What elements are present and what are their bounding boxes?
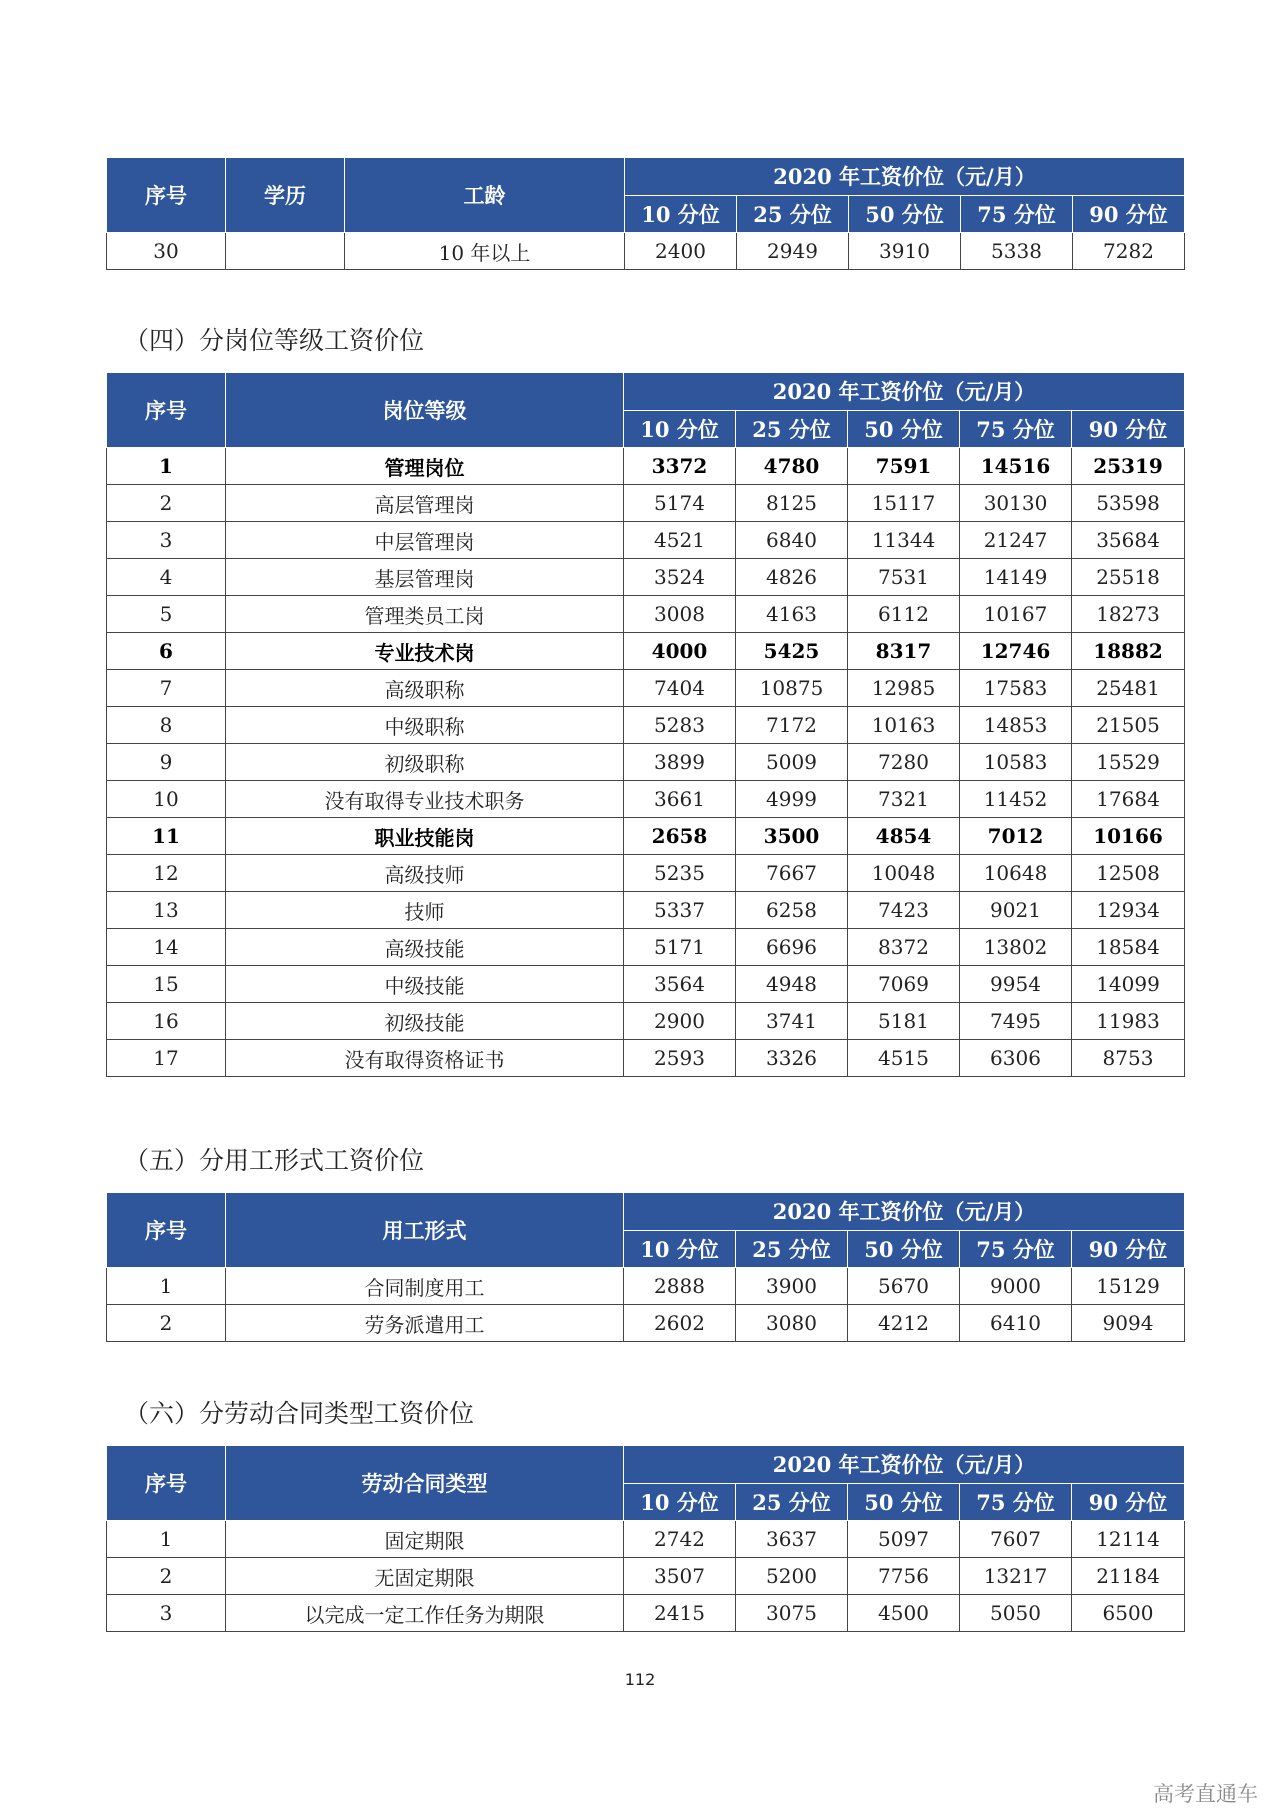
cell-seq: 3	[107, 1595, 226, 1632]
header-wage-group: 2020 年工资价位（元/月）	[625, 158, 1185, 196]
cell-name: 管理岗位	[226, 448, 624, 485]
cell-p25: 3326	[736, 1040, 848, 1077]
cell-seq: 17	[107, 1040, 226, 1077]
cell-p75: 13802	[960, 929, 1072, 966]
cell-seq: 1	[107, 1268, 226, 1305]
cell-p75: 14516	[960, 448, 1072, 485]
employment-form-table	[106, 1192, 1185, 1342]
cell-p50: 5097	[848, 1521, 960, 1558]
cell-p90: 21505	[1072, 707, 1185, 744]
cell-p25: 3080	[736, 1305, 848, 1342]
cell-p75: 5338	[961, 233, 1073, 270]
cell-p10: 2658	[624, 818, 736, 855]
cell-p75: 9954	[960, 966, 1072, 1003]
header-education: 学历	[226, 158, 345, 233]
cell-name: 以完成一定工作任务为期限	[226, 1595, 624, 1632]
cell-p50: 4500	[848, 1595, 960, 1632]
cell-p10: 2400	[625, 233, 737, 270]
cell-seq: 1	[107, 448, 226, 485]
header-p50: 50 分位	[848, 1483, 960, 1521]
cell-p25: 3500	[736, 818, 848, 855]
cell-p75: 12746	[960, 633, 1072, 670]
cell-p90: 18584	[1072, 929, 1185, 966]
cell-seq: 30	[107, 233, 226, 270]
header-p25: 25 分位	[736, 410, 848, 448]
cell-p50: 7756	[848, 1558, 960, 1595]
cell-p25: 7667	[736, 855, 848, 892]
table-row	[107, 670, 1185, 707]
cell-p50: 8372	[848, 929, 960, 966]
header-p50: 50 分位	[848, 410, 960, 448]
cell-p75: 14149	[960, 559, 1072, 596]
table-row	[107, 522, 1185, 559]
cell-seq: 13	[107, 892, 226, 929]
cell-p25: 3075	[736, 1595, 848, 1632]
cell-p50: 4854	[848, 818, 960, 855]
cell-p75: 14853	[960, 707, 1072, 744]
header-wage-group: 2020 年工资价位（元/月）	[624, 373, 1185, 411]
cell-seq: 3	[107, 522, 226, 559]
cell-seq: 4	[107, 559, 226, 596]
table-row	[107, 1558, 1185, 1595]
header-p10: 10 分位	[624, 1483, 736, 1521]
cell-p90: 53598	[1072, 485, 1185, 522]
cell-p50: 12985	[848, 670, 960, 707]
cell-p75: 7607	[960, 1521, 1072, 1558]
cell-p90: 15129	[1072, 1268, 1185, 1305]
cell-p10: 4521	[624, 522, 736, 559]
cell-name: 基层管理岗	[226, 559, 624, 596]
header-p10: 10 分位	[625, 195, 737, 233]
table-row	[107, 559, 1185, 596]
cell-p25: 6840	[736, 522, 848, 559]
cell-name: 中级技能	[226, 966, 624, 1003]
cell-name: 技师	[226, 892, 624, 929]
cell-p10: 2742	[624, 1521, 736, 1558]
table-row	[107, 1040, 1185, 1077]
cell-p50: 7321	[848, 781, 960, 818]
cell-years: 10 年以上	[345, 233, 625, 270]
cell-p25: 3900	[736, 1268, 848, 1305]
cell-p25: 5009	[736, 744, 848, 781]
cell-seq: 16	[107, 1003, 226, 1040]
cell-p50: 3910	[849, 233, 961, 270]
cell-p10: 5337	[624, 892, 736, 929]
cell-p25: 4948	[736, 966, 848, 1003]
cell-p90: 17684	[1072, 781, 1185, 818]
table-row	[107, 781, 1185, 818]
table-row	[107, 1268, 1185, 1305]
header-seq: 序号	[107, 1446, 226, 1521]
cell-p90: 11983	[1072, 1003, 1185, 1040]
cell-seq: 9	[107, 744, 226, 781]
table-row	[107, 1595, 1185, 1632]
table-row	[107, 1521, 1185, 1558]
cell-p25: 2949	[737, 233, 849, 270]
table-row	[107, 966, 1185, 1003]
cell-name: 专业技术岗	[226, 633, 624, 670]
cell-p50: 7591	[848, 448, 960, 485]
table-row	[107, 818, 1185, 855]
cell-p25: 10875	[736, 670, 848, 707]
cell-p10: 3008	[624, 596, 736, 633]
cell-name: 没有取得资格证书	[226, 1040, 624, 1077]
cell-name: 中级职称	[226, 707, 624, 744]
cell-p10: 3661	[624, 781, 736, 818]
cell-p90: 12934	[1072, 892, 1185, 929]
cell-p90: 12508	[1072, 855, 1185, 892]
header-p90: 90 分位	[1073, 195, 1185, 233]
header-p75: 75 分位	[961, 195, 1073, 233]
cell-p10: 4000	[624, 633, 736, 670]
header-contract-type: 劳动合同类型	[226, 1446, 624, 1521]
cell-p75: 7012	[960, 818, 1072, 855]
cell-p10: 7404	[624, 670, 736, 707]
cell-p75: 9000	[960, 1268, 1072, 1305]
cell-p90: 15529	[1072, 744, 1185, 781]
table-row	[107, 233, 1185, 270]
cell-p25: 7172	[736, 707, 848, 744]
table-row	[107, 633, 1185, 670]
cell-p25: 6258	[736, 892, 848, 929]
cell-p10: 2593	[624, 1040, 736, 1077]
cell-p10: 3524	[624, 559, 736, 596]
cell-name: 固定期限	[226, 1521, 624, 1558]
cell-seq: 15	[107, 966, 226, 1003]
cell-p50: 5670	[848, 1268, 960, 1305]
cell-p90: 25481	[1072, 670, 1185, 707]
cell-p90: 25518	[1072, 559, 1185, 596]
cell-p75: 21247	[960, 522, 1072, 559]
cell-p90: 8753	[1072, 1040, 1185, 1077]
cell-p10: 3372	[624, 448, 736, 485]
table-row	[107, 892, 1185, 929]
cell-seq: 10	[107, 781, 226, 818]
cell-p75: 7495	[960, 1003, 1072, 1040]
cell-p10: 3899	[624, 744, 736, 781]
cell-seq: 7	[107, 670, 226, 707]
header-p75: 75 分位	[960, 1230, 1072, 1268]
cell-p50: 7069	[848, 966, 960, 1003]
cell-p90: 14099	[1072, 966, 1185, 1003]
cell-name: 无固定期限	[226, 1558, 624, 1595]
cell-p75: 11452	[960, 781, 1072, 818]
cell-p90: 21184	[1072, 1558, 1185, 1595]
cell-seq: 6	[107, 633, 226, 670]
cell-p90: 25319	[1072, 448, 1185, 485]
cell-p75: 6410	[960, 1305, 1072, 1342]
cell-name: 高层管理岗	[226, 485, 624, 522]
header-wage-group: 2020 年工资价位（元/月）	[624, 1193, 1185, 1231]
header-p90: 90 分位	[1072, 1230, 1185, 1268]
years-table	[106, 157, 1185, 270]
table-row	[107, 707, 1185, 744]
cell-name: 合同制度用工	[226, 1268, 624, 1305]
table-row	[107, 1003, 1185, 1040]
cell-p10: 2602	[624, 1305, 736, 1342]
cell-seq: 11	[107, 818, 226, 855]
section-title-employment-form: （五）分用工形式工资价位	[124, 1146, 425, 1175]
header-wage-group: 2020 年工资价位（元/月）	[624, 1446, 1185, 1484]
cell-p25: 3637	[736, 1521, 848, 1558]
table-row	[107, 485, 1185, 522]
header-p10: 10 分位	[624, 1230, 736, 1268]
cell-p50: 11344	[848, 522, 960, 559]
cell-p50: 10048	[848, 855, 960, 892]
cell-p50: 7280	[848, 744, 960, 781]
cell-name: 中层管理岗	[226, 522, 624, 559]
cell-name: 没有取得专业技术职务	[226, 781, 624, 818]
cell-p75: 17583	[960, 670, 1072, 707]
table-row	[107, 596, 1185, 633]
cell-p75: 9021	[960, 892, 1072, 929]
header-p50: 50 分位	[848, 1230, 960, 1268]
cell-seq: 2	[107, 485, 226, 522]
header-years: 工龄	[345, 158, 625, 233]
cell-p25: 3741	[736, 1003, 848, 1040]
cell-seq: 1	[107, 1521, 226, 1558]
position-level-table	[106, 372, 1185, 1077]
header-p10: 10 分位	[624, 410, 736, 448]
cell-p75: 30130	[960, 485, 1072, 522]
header-p90: 90 分位	[1072, 1483, 1185, 1521]
cell-p10: 2415	[624, 1595, 736, 1632]
table-row	[107, 1305, 1185, 1342]
cell-p10: 2888	[624, 1268, 736, 1305]
cell-p90: 6500	[1072, 1595, 1185, 1632]
cell-p50: 4515	[848, 1040, 960, 1077]
cell-p90: 9094	[1072, 1305, 1185, 1342]
cell-name: 劳务派遣用工	[226, 1305, 624, 1342]
header-p75: 75 分位	[960, 410, 1072, 448]
cell-p50: 7423	[848, 892, 960, 929]
cell-seq: 2	[107, 1305, 226, 1342]
cell-p75: 13217	[960, 1558, 1072, 1595]
header-p25: 25 分位	[736, 1230, 848, 1268]
cell-p90: 18273	[1072, 596, 1185, 633]
cell-p75: 10167	[960, 596, 1072, 633]
header-employment-form: 用工形式	[226, 1193, 624, 1268]
cell-p25: 4780	[736, 448, 848, 485]
cell-p50: 8317	[848, 633, 960, 670]
header-seq: 序号	[107, 1193, 226, 1268]
table-row	[107, 744, 1185, 781]
cell-name: 高级职称	[226, 670, 624, 707]
header-p25: 25 分位	[736, 1483, 848, 1521]
header-p25: 25 分位	[737, 195, 849, 233]
cell-p90: 12114	[1072, 1521, 1185, 1558]
header-seq: 序号	[107, 373, 226, 448]
cell-p50: 10163	[848, 707, 960, 744]
cell-p25: 6696	[736, 929, 848, 966]
cell-p50: 5181	[848, 1003, 960, 1040]
section-title-position-level: （四）分岗位等级工资价位	[124, 326, 425, 355]
contract-type-table	[106, 1445, 1185, 1632]
header-position-level: 岗位等级	[226, 373, 624, 448]
cell-p10: 5283	[624, 707, 736, 744]
cell-p90: 10166	[1072, 818, 1185, 855]
cell-p50: 4212	[848, 1305, 960, 1342]
table-row	[107, 929, 1185, 966]
section-title-contract-type: （六）分劳动合同类型工资价位	[124, 1399, 475, 1428]
watermark: 高考直通车	[1153, 1782, 1258, 1806]
cell-p50: 6112	[848, 596, 960, 633]
cell-p75: 10648	[960, 855, 1072, 892]
cell-seq: 2	[107, 1558, 226, 1595]
cell-seq: 5	[107, 596, 226, 633]
cell-p25: 4163	[736, 596, 848, 633]
cell-p10: 5235	[624, 855, 736, 892]
header-p50: 50 分位	[849, 195, 961, 233]
cell-p90: 35684	[1072, 522, 1185, 559]
cell-name: 职业技能岗	[226, 818, 624, 855]
cell-education	[226, 233, 345, 270]
header-p75: 75 分位	[960, 1483, 1072, 1521]
cell-p90: 18882	[1072, 633, 1185, 670]
cell-p25: 4999	[736, 781, 848, 818]
header-p90: 90 分位	[1072, 410, 1185, 448]
cell-name: 高级技师	[226, 855, 624, 892]
cell-p10: 3507	[624, 1558, 736, 1595]
cell-p10: 5171	[624, 929, 736, 966]
header-seq: 序号	[107, 158, 226, 233]
cell-name: 初级职称	[226, 744, 624, 781]
cell-p25: 8125	[736, 485, 848, 522]
cell-p90: 7282	[1073, 233, 1185, 270]
cell-p10: 5174	[624, 485, 736, 522]
cell-p75: 6306	[960, 1040, 1072, 1077]
table-row	[107, 448, 1185, 485]
cell-p75: 5050	[960, 1595, 1072, 1632]
cell-seq: 8	[107, 707, 226, 744]
page-number: 112	[624, 1670, 656, 1689]
cell-p10: 2900	[624, 1003, 736, 1040]
cell-name: 初级技能	[226, 1003, 624, 1040]
table-row	[107, 855, 1185, 892]
cell-p25: 5200	[736, 1558, 848, 1595]
cell-name: 管理类员工岗	[226, 596, 624, 633]
cell-p25: 5425	[736, 633, 848, 670]
cell-seq: 12	[107, 855, 226, 892]
cell-name: 高级技能	[226, 929, 624, 966]
cell-p10: 3564	[624, 966, 736, 1003]
cell-p50: 15117	[848, 485, 960, 522]
cell-seq: 14	[107, 929, 226, 966]
cell-p75: 10583	[960, 744, 1072, 781]
cell-p50: 7531	[848, 559, 960, 596]
cell-p25: 4826	[736, 559, 848, 596]
